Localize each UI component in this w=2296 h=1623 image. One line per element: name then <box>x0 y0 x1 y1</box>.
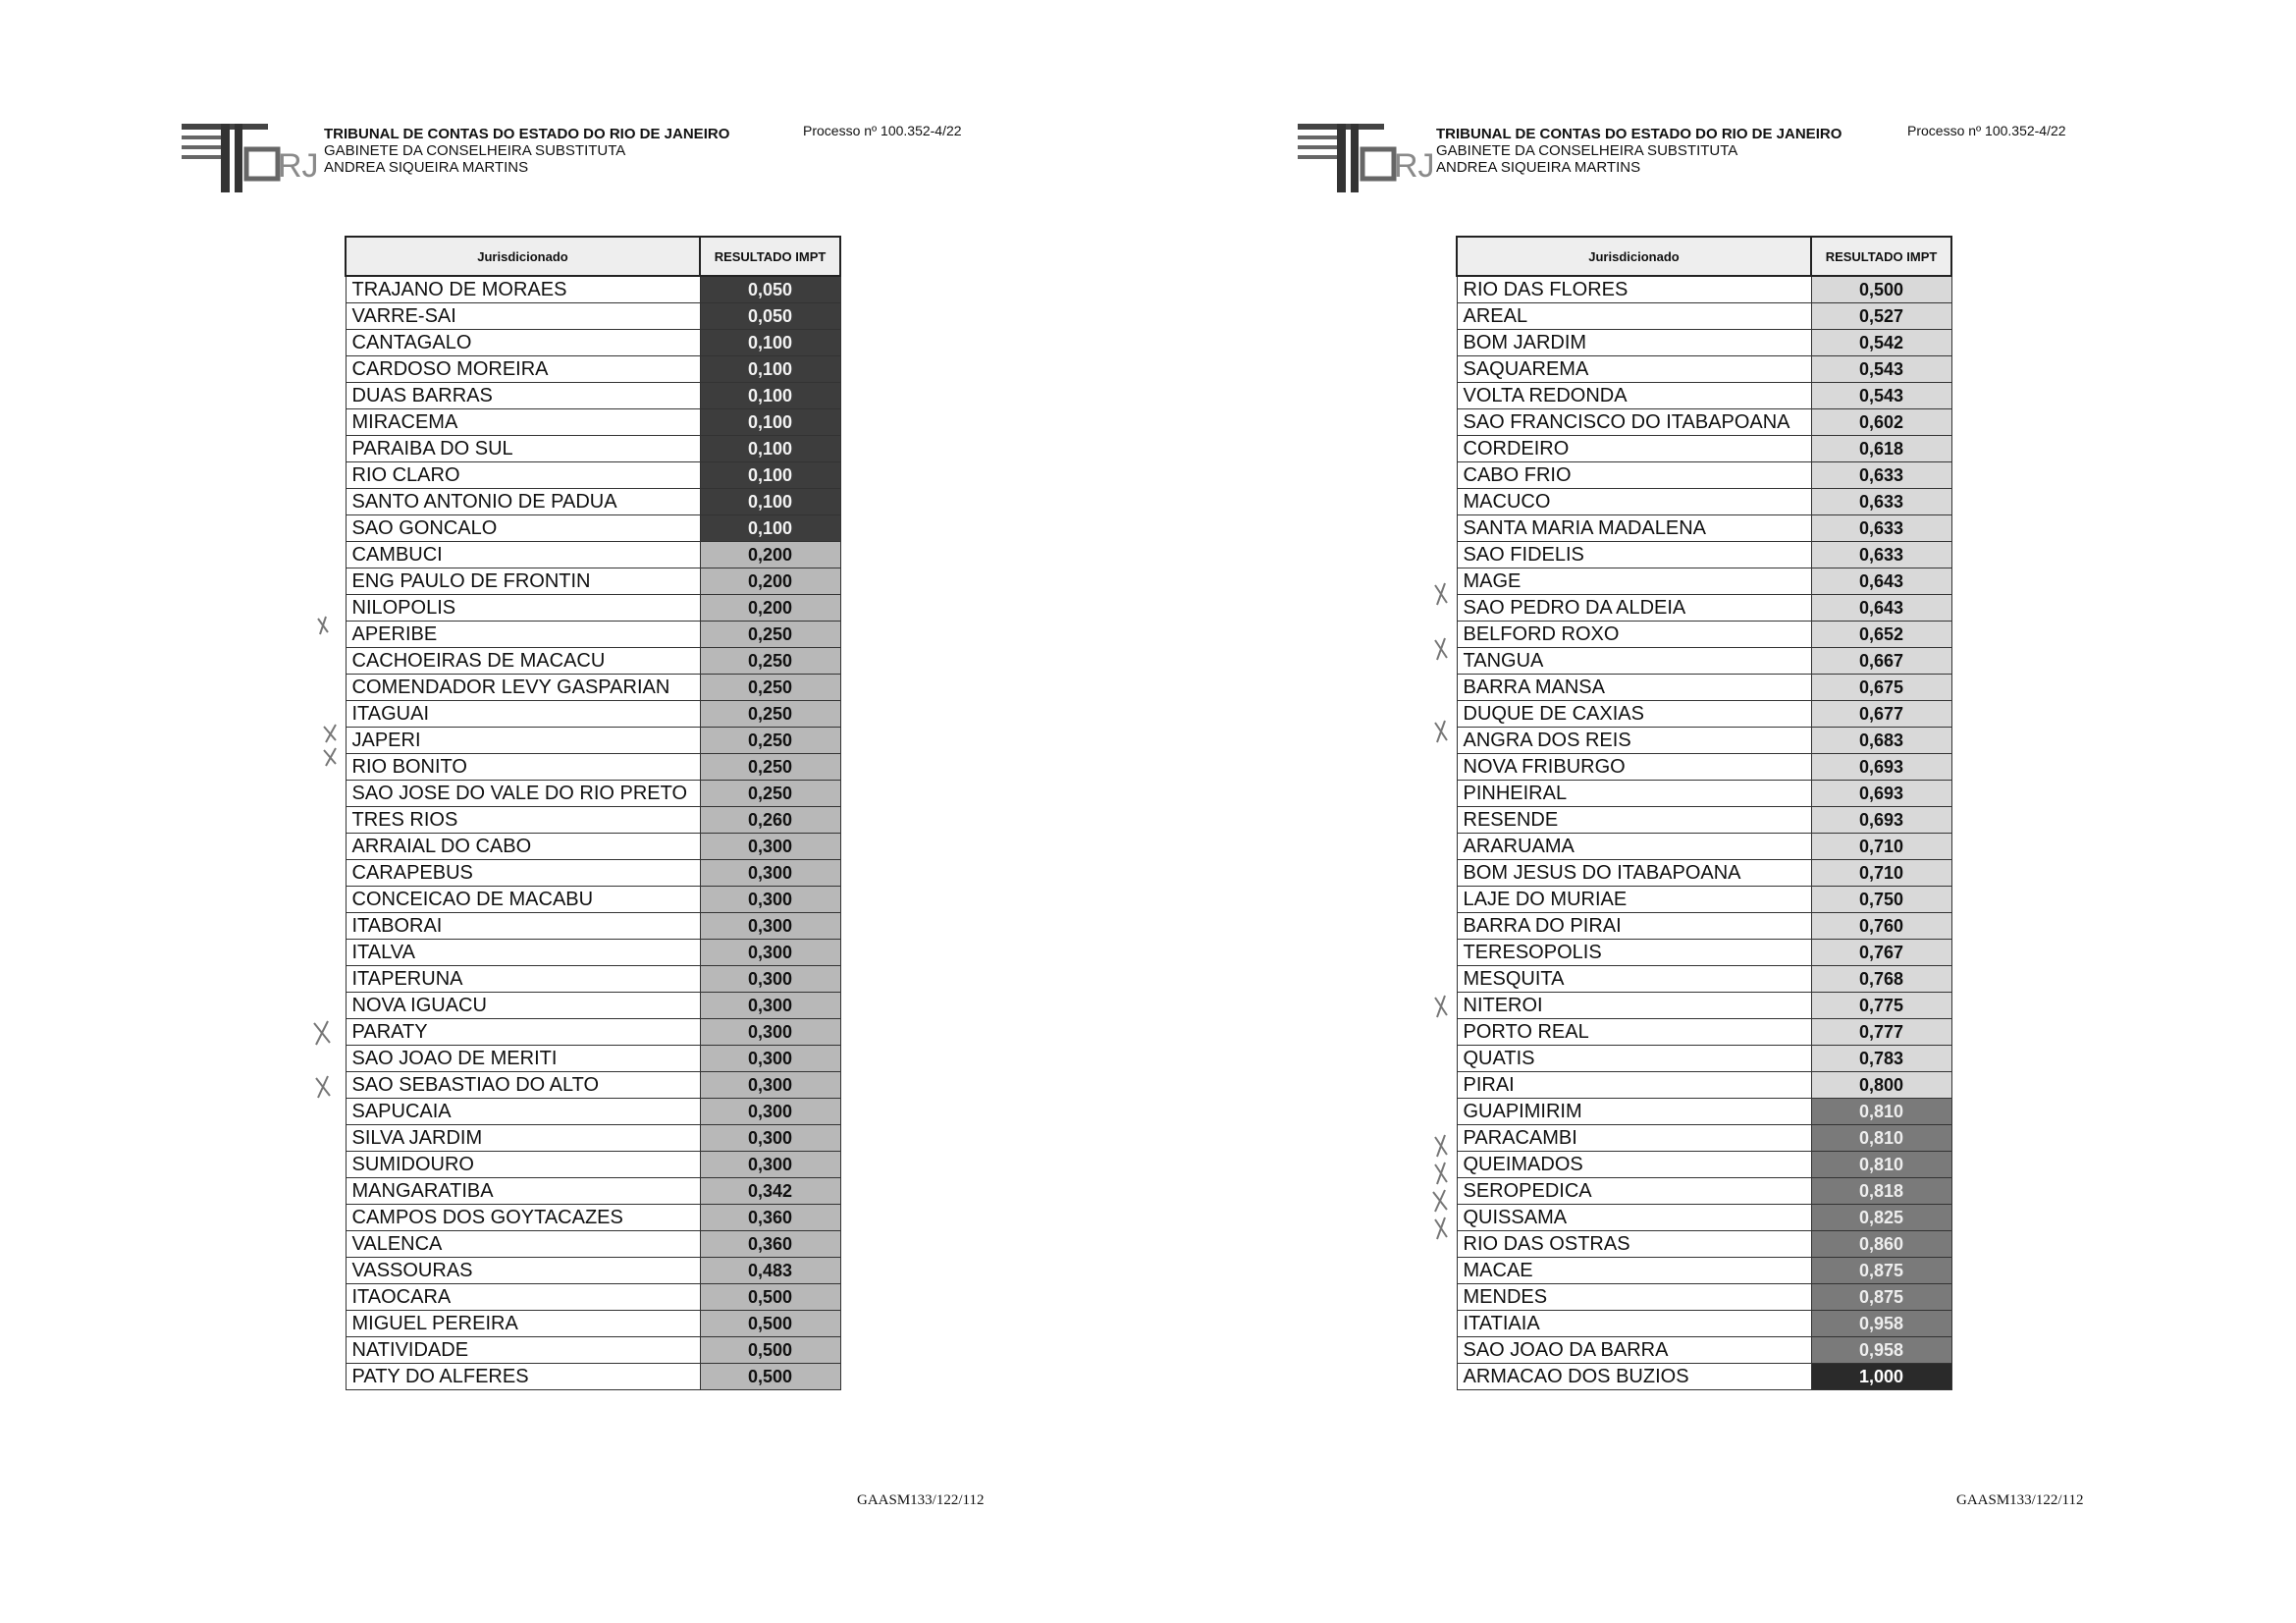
jurisdicionado-cell: ITAPERUNA <box>346 966 700 993</box>
resultado-cell: 0,760 <box>1811 913 1951 940</box>
resultado-cell: 0,250 <box>700 675 840 701</box>
jurisdicionado-cell: MAGE <box>1457 568 1811 595</box>
jurisdicionado-cell: SUMIDOURO <box>346 1152 700 1178</box>
resultado-cell: 0,958 <box>1811 1311 1951 1337</box>
check-mark-icon <box>324 725 336 742</box>
document-footer-code: GAASM133/122/112 <box>857 1492 985 1508</box>
jurisdicionado-cell: APERIBE <box>346 622 700 648</box>
table-row <box>346 887 840 913</box>
jurisdicionado-cell: PARATY <box>346 1019 700 1046</box>
check-mark-icon <box>1435 638 1447 660</box>
check-mark-icon <box>1435 1163 1447 1184</box>
table-row <box>1457 622 1951 648</box>
column-header-resultado: RESULTADO IMPT <box>1811 237 1951 276</box>
check-mark-icon <box>1435 583 1447 605</box>
table-row <box>1457 1231 1951 1258</box>
table-row <box>346 542 840 568</box>
jurisdicionado-cell: RIO CLARO <box>346 462 700 489</box>
table-row <box>1457 303 1951 330</box>
resultado-cell: 0,250 <box>700 781 840 807</box>
svg-text:RJ: RJ <box>278 147 319 185</box>
jurisdicionado-cell: ITABORAI <box>346 913 700 940</box>
table-row <box>346 330 840 356</box>
jurisdicionado-cell: NOVA FRIBURGO <box>1457 754 1811 781</box>
column-header-jurisdicionado: Jurisdicionado <box>1457 237 1811 276</box>
resultado-cell: 0,300 <box>700 860 840 887</box>
table-row <box>346 462 840 489</box>
resultado-cell: 0,710 <box>1811 834 1951 860</box>
jurisdicionado-cell: NILOPOLIS <box>346 595 700 622</box>
table-row <box>1457 1284 1951 1311</box>
table-row <box>346 1072 840 1099</box>
jurisdicionado-cell: RIO DAS OSTRAS <box>1457 1231 1811 1258</box>
jurisdicionado-cell: VALENCA <box>346 1231 700 1258</box>
table-row <box>346 728 840 754</box>
resultado-cell: 0,200 <box>700 542 840 568</box>
resultado-cell: 0,810 <box>1811 1152 1951 1178</box>
resultado-cell: 0,200 <box>700 595 840 622</box>
resultado-cell: 0,300 <box>700 1152 840 1178</box>
results-table <box>1456 236 1952 1390</box>
jurisdicionado-cell: NOVA IGUACU <box>346 993 700 1019</box>
table-row <box>1457 648 1951 675</box>
jurisdicionado-cell: SAO FIDELIS <box>1457 542 1811 568</box>
resultado-cell: 0,100 <box>700 436 840 462</box>
resultado-cell: 0,750 <box>1811 887 1951 913</box>
table-row <box>1457 1205 1951 1231</box>
resultado-cell: 0,483 <box>700 1258 840 1284</box>
process-number: Processo nº 100.352-4/22 <box>803 123 962 138</box>
jurisdicionado-cell: PATY DO ALFERES <box>346 1364 700 1390</box>
table-row <box>1457 489 1951 515</box>
table-row <box>346 1178 840 1205</box>
jurisdicionado-cell: BOM JARDIM <box>1457 330 1811 356</box>
jurisdicionado-cell: AREAL <box>1457 303 1811 330</box>
jurisdicionado-cell: SILVA JARDIM <box>346 1125 700 1152</box>
table-row <box>1457 781 1951 807</box>
check-mark-icon <box>1435 1135 1447 1157</box>
jurisdicionado-cell: TANGUA <box>1457 648 1811 675</box>
resultado-cell: 0,500 <box>700 1364 840 1390</box>
header-line-3: ANDREA SIQUEIRA MARTINS <box>1436 159 1641 176</box>
resultado-cell: 0,300 <box>700 1125 840 1152</box>
jurisdicionado-cell: CAMBUCI <box>346 542 700 568</box>
resultado-cell: 0,360 <box>700 1205 840 1231</box>
table-row <box>346 1231 840 1258</box>
resultado-cell: 0,100 <box>700 489 840 515</box>
resultado-cell: 0,860 <box>1811 1231 1951 1258</box>
jurisdicionado-cell: ITATIAIA <box>1457 1311 1811 1337</box>
jurisdicionado-cell: PORTO REAL <box>1457 1019 1811 1046</box>
jurisdicionado-cell: SAO JOAO DA BARRA <box>1457 1337 1811 1364</box>
check-mark-icon <box>324 748 336 766</box>
resultado-cell: 0,777 <box>1811 1019 1951 1046</box>
jurisdicionado-cell: SANTO ANTONIO DE PADUA <box>346 489 700 515</box>
table-row <box>1457 1099 1951 1125</box>
jurisdicionado-cell: ARMACAO DOS BUZIOS <box>1457 1364 1811 1390</box>
jurisdicionado-cell: MACAE <box>1457 1258 1811 1284</box>
table-row <box>1457 701 1951 728</box>
resultado-cell: 0,500 <box>1811 276 1951 303</box>
check-mark-icon <box>1433 1190 1447 1212</box>
header-line-1: TRIBUNAL DE CONTAS DO ESTADO DO RIO DE JANEIRO <box>324 126 730 142</box>
table-row <box>346 781 840 807</box>
jurisdicionado-cell: SAO JOSE DO VALE DO RIO PRETO <box>346 781 700 807</box>
jurisdicionado-cell: COMENDADOR LEVY GASPARIAN <box>346 675 700 701</box>
jurisdicionado-cell: SAO FRANCISCO DO ITABAPOANA <box>1457 409 1811 436</box>
jurisdicionado-cell: PARAIBA DO SUL <box>346 436 700 462</box>
jurisdicionado-cell: CORDEIRO <box>1457 436 1811 462</box>
jurisdicionado-cell: MIRACEMA <box>346 409 700 436</box>
resultado-cell: 0,260 <box>700 807 840 834</box>
table-row <box>346 1125 840 1152</box>
jurisdicionado-cell: MANGARATIBA <box>346 1178 700 1205</box>
resultado-cell: 0,300 <box>700 913 840 940</box>
jurisdicionado-cell: CANTAGALO <box>346 330 700 356</box>
resultado-cell: 0,500 <box>700 1284 840 1311</box>
document-header <box>324 126 729 176</box>
table-row <box>346 622 840 648</box>
resultado-cell: 0,250 <box>700 701 840 728</box>
resultado-cell: 0,300 <box>700 1072 840 1099</box>
resultado-cell: 0,300 <box>700 1046 840 1072</box>
table-row <box>346 940 840 966</box>
table-row <box>346 1046 840 1072</box>
jurisdicionado-cell: ITALVA <box>346 940 700 966</box>
jurisdicionado-cell: TRAJANO DE MORAES <box>346 276 700 303</box>
resultado-cell: 0,683 <box>1811 728 1951 754</box>
table-row <box>346 383 840 409</box>
resultado-cell: 0,543 <box>1811 356 1951 383</box>
resultado-cell: 0,618 <box>1811 436 1951 462</box>
jurisdicionado-cell: MENDES <box>1457 1284 1811 1311</box>
jurisdicionado-cell: SAO GONCALO <box>346 515 700 542</box>
results-table <box>345 236 841 1390</box>
table-row <box>1457 834 1951 860</box>
jurisdicionado-cell: DUAS BARRAS <box>346 383 700 409</box>
resultado-cell: 0,500 <box>700 1311 840 1337</box>
resultado-cell: 0,667 <box>1811 648 1951 675</box>
table-row <box>1457 383 1951 409</box>
table-row <box>346 356 840 383</box>
process-number: Processo nº 100.352-4/22 <box>1907 123 2066 138</box>
table-row <box>1457 542 1951 568</box>
jurisdicionado-cell: ARARUAMA <box>1457 834 1811 860</box>
resultado-cell: 0,693 <box>1811 807 1951 834</box>
table-row <box>1457 1311 1951 1337</box>
table-row <box>346 966 840 993</box>
resultado-cell: 0,875 <box>1811 1258 1951 1284</box>
jurisdicionado-cell: TERESOPOLIS <box>1457 940 1811 966</box>
table-row <box>346 1019 840 1046</box>
jurisdicionado-cell: BOM JESUS DO ITABAPOANA <box>1457 860 1811 887</box>
jurisdicionado-cell: QUATIS <box>1457 1046 1811 1072</box>
table-row <box>346 515 840 542</box>
column-header-resultado: RESULTADO IMPT <box>700 237 840 276</box>
resultado-cell: 0,300 <box>700 993 840 1019</box>
jurisdicionado-cell: SAPUCAIA <box>346 1099 700 1125</box>
table-row <box>346 913 840 940</box>
resultado-cell: 0,818 <box>1811 1178 1951 1205</box>
jurisdicionado-cell: VARRE-SAI <box>346 303 700 330</box>
table-row <box>1457 515 1951 542</box>
resultado-cell: 0,100 <box>700 409 840 436</box>
table-row <box>346 1311 840 1337</box>
resultado-cell: 0,958 <box>1811 1337 1951 1364</box>
resultado-cell: 0,767 <box>1811 940 1951 966</box>
resultado-cell: 0,200 <box>700 568 840 595</box>
jurisdicionado-cell: GUAPIMIRIM <box>1457 1099 1811 1125</box>
resultado-cell: 0,810 <box>1811 1099 1951 1125</box>
resultado-cell: 0,710 <box>1811 860 1951 887</box>
resultado-cell: 0,300 <box>700 1099 840 1125</box>
table-row <box>346 1364 840 1390</box>
table-row <box>346 834 840 860</box>
resultado-cell: 0,250 <box>700 648 840 675</box>
resultado-cell: 0,800 <box>1811 1072 1951 1099</box>
table-row <box>346 860 840 887</box>
jurisdicionado-cell: BELFORD ROXO <box>1457 622 1811 648</box>
table-row <box>1457 754 1951 781</box>
jurisdicionado-cell: CARAPEBUS <box>346 860 700 887</box>
resultado-cell: 0,300 <box>700 834 840 860</box>
resultado-cell: 0,693 <box>1811 754 1951 781</box>
resultado-cell: 0,677 <box>1811 701 1951 728</box>
table-row <box>346 675 840 701</box>
table-row <box>1457 887 1951 913</box>
jurisdicionado-cell: NATIVIDADE <box>346 1337 700 1364</box>
table-row <box>346 409 840 436</box>
resultado-cell: 0,633 <box>1811 515 1951 542</box>
table-row <box>1457 1364 1951 1390</box>
table-row <box>1457 1125 1951 1152</box>
resultado-cell: 0,602 <box>1811 409 1951 436</box>
resultado-cell: 0,652 <box>1811 622 1951 648</box>
jurisdicionado-cell: CABO FRIO <box>1457 462 1811 489</box>
table-row <box>1457 966 1951 993</box>
check-mark-icon <box>1435 721 1447 742</box>
resultado-cell: 0,675 <box>1811 675 1951 701</box>
table-row <box>1457 330 1951 356</box>
jurisdicionado-cell: BARRA MANSA <box>1457 675 1811 701</box>
table-row <box>1457 807 1951 834</box>
jurisdicionado-cell: MIGUEL PEREIRA <box>346 1311 700 1337</box>
header-line-2: GABINETE DA CONSELHEIRA SUBSTITUTA <box>1436 142 1738 159</box>
table-row <box>346 489 840 515</box>
table-row <box>1457 568 1951 595</box>
resultado-cell: 0,050 <box>700 276 840 303</box>
table-row <box>346 1099 840 1125</box>
resultado-cell: 0,875 <box>1811 1284 1951 1311</box>
svg-text:RJ: RJ <box>1394 147 1435 185</box>
jurisdicionado-cell: PINHEIRAL <box>1457 781 1811 807</box>
jurisdicionado-cell: DUQUE DE CAXIAS <box>1457 701 1811 728</box>
resultado-cell: 0,300 <box>700 966 840 993</box>
check-mark-icon <box>318 617 328 634</box>
resultado-cell: 0,250 <box>700 754 840 781</box>
table-row <box>346 303 840 330</box>
jurisdicionado-cell: CONCEICAO DE MACABU <box>346 887 700 913</box>
resultado-cell: 0,100 <box>700 330 840 356</box>
resultado-cell: 0,100 <box>700 462 840 489</box>
resultado-cell: 0,100 <box>700 383 840 409</box>
jurisdicionado-cell: MESQUITA <box>1457 966 1811 993</box>
jurisdicionado-cell: SAO SEBASTIAO DO ALTO <box>346 1072 700 1099</box>
table-row <box>346 648 840 675</box>
resultado-cell: 0,775 <box>1811 993 1951 1019</box>
table-row <box>1457 940 1951 966</box>
jurisdicionado-cell: VOLTA REDONDA <box>1457 383 1811 409</box>
resultado-cell: 0,500 <box>700 1337 840 1364</box>
jurisdicionado-cell: ENG PAULO DE FRONTIN <box>346 568 700 595</box>
jurisdicionado-cell: QUEIMADOS <box>1457 1152 1811 1178</box>
document-footer-code: GAASM133/122/112 <box>1956 1492 2084 1508</box>
table-row <box>346 1152 840 1178</box>
table-row <box>346 568 840 595</box>
resultado-cell: 0,633 <box>1811 462 1951 489</box>
table-row <box>346 701 840 728</box>
jurisdicionado-cell: SEROPEDICA <box>1457 1178 1811 1205</box>
table-row <box>1457 1019 1951 1046</box>
jurisdicionado-cell: VASSOURAS <box>346 1258 700 1284</box>
table-row <box>346 1284 840 1311</box>
jurisdicionado-cell: MACUCO <box>1457 489 1811 515</box>
table-row <box>1457 276 1951 303</box>
resultado-cell: 0,250 <box>700 622 840 648</box>
jurisdicionado-cell: CAMPOS DOS GOYTACAZES <box>346 1205 700 1231</box>
table-row <box>346 436 840 462</box>
table-row <box>346 276 840 303</box>
table-row <box>1457 409 1951 436</box>
table-row <box>346 595 840 622</box>
jurisdicionado-cell: RIO DAS FLORES <box>1457 276 1811 303</box>
table-row <box>1457 860 1951 887</box>
check-mark-icon <box>316 1076 330 1098</box>
resultado-cell: 0,300 <box>700 887 840 913</box>
jurisdicionado-cell: TRES RIOS <box>346 807 700 834</box>
jurisdicionado-cell: NITEROI <box>1457 993 1811 1019</box>
jurisdicionado-cell: CARDOSO MOREIRA <box>346 356 700 383</box>
resultado-cell: 0,527 <box>1811 303 1951 330</box>
resultado-cell: 0,360 <box>700 1231 840 1258</box>
table-row <box>1457 436 1951 462</box>
table-row <box>346 807 840 834</box>
jurisdicionado-cell: ARRAIAL DO CABO <box>346 834 700 860</box>
jurisdicionado-cell: ITAGUAI <box>346 701 700 728</box>
table-row <box>1457 913 1951 940</box>
resultado-cell: 0,050 <box>700 303 840 330</box>
resultado-cell: 0,768 <box>1811 966 1951 993</box>
table-row <box>1457 1152 1951 1178</box>
table-row <box>346 1258 840 1284</box>
resultado-cell: 1,000 <box>1811 1364 1951 1390</box>
jurisdicionado-cell: BARRA DO PIRAI <box>1457 913 1811 940</box>
jurisdicionado-cell: CACHOEIRAS DE MACACU <box>346 648 700 675</box>
resultado-cell: 0,543 <box>1811 383 1951 409</box>
jurisdicionado-cell: SAO PEDRO DA ALDEIA <box>1457 595 1811 622</box>
check-mark-icon <box>1435 1217 1447 1239</box>
resultado-cell: 0,342 <box>700 1178 840 1205</box>
table-row <box>1457 1337 1951 1364</box>
document-page-right <box>1148 0 2296 1623</box>
check-mark-icon <box>1435 996 1447 1017</box>
jurisdicionado-cell: RIO BONITO <box>346 754 700 781</box>
jurisdicionado-cell: RESENDE <box>1457 807 1811 834</box>
header-line-3: ANDREA SIQUEIRA MARTINS <box>324 159 529 176</box>
jurisdicionado-cell: QUISSAMA <box>1457 1205 1811 1231</box>
header-line-1: TRIBUNAL DE CONTAS DO ESTADO DO RIO DE JANEIRO <box>1436 126 1842 142</box>
column-header-jurisdicionado: Jurisdicionado <box>346 237 700 276</box>
table-row <box>346 1337 840 1364</box>
resultado-cell: 0,100 <box>700 515 840 542</box>
header-line-2: GABINETE DA CONSELHEIRA SUBSTITUTA <box>324 142 626 159</box>
resultado-cell: 0,250 <box>700 728 840 754</box>
table-row <box>1457 675 1951 701</box>
table-row <box>1457 1046 1951 1072</box>
jurisdicionado-cell: LAJE DO MURIAE <box>1457 887 1811 913</box>
resultado-cell: 0,542 <box>1811 330 1951 356</box>
table-row <box>1457 595 1951 622</box>
resultado-cell: 0,810 <box>1811 1125 1951 1152</box>
document-header <box>1436 126 1842 176</box>
jurisdicionado-cell: SAO JOAO DE MERITI <box>346 1046 700 1072</box>
table-row <box>346 754 840 781</box>
table-row <box>1457 1258 1951 1284</box>
jurisdicionado-cell: SAQUAREMA <box>1457 356 1811 383</box>
table-row <box>346 993 840 1019</box>
resultado-cell: 0,643 <box>1811 595 1951 622</box>
check-mark-icon <box>314 1021 330 1045</box>
table-row <box>1457 993 1951 1019</box>
table-row <box>1457 1072 1951 1099</box>
resultado-cell: 0,633 <box>1811 489 1951 515</box>
resultado-cell: 0,783 <box>1811 1046 1951 1072</box>
jurisdicionado-cell: JAPERI <box>346 728 700 754</box>
jurisdicionado-cell: ITAOCARA <box>346 1284 700 1311</box>
resultado-cell: 0,693 <box>1811 781 1951 807</box>
jurisdicionado-cell: PARACAMBI <box>1457 1125 1811 1152</box>
table-row <box>346 1205 840 1231</box>
resultado-cell: 0,643 <box>1811 568 1951 595</box>
resultado-cell: 0,633 <box>1811 542 1951 568</box>
resultado-cell: 0,300 <box>700 940 840 966</box>
jurisdicionado-cell: ANGRA DOS REIS <box>1457 728 1811 754</box>
resultado-cell: 0,300 <box>700 1019 840 1046</box>
jurisdicionado-cell: PIRAI <box>1457 1072 1811 1099</box>
jurisdicionado-cell: SANTA MARIA MADALENA <box>1457 515 1811 542</box>
table-row <box>1457 356 1951 383</box>
resultado-cell: 0,100 <box>700 356 840 383</box>
resultado-cell: 0,825 <box>1811 1205 1951 1231</box>
table-row <box>1457 462 1951 489</box>
table-row <box>1457 728 1951 754</box>
table-row <box>1457 1178 1951 1205</box>
